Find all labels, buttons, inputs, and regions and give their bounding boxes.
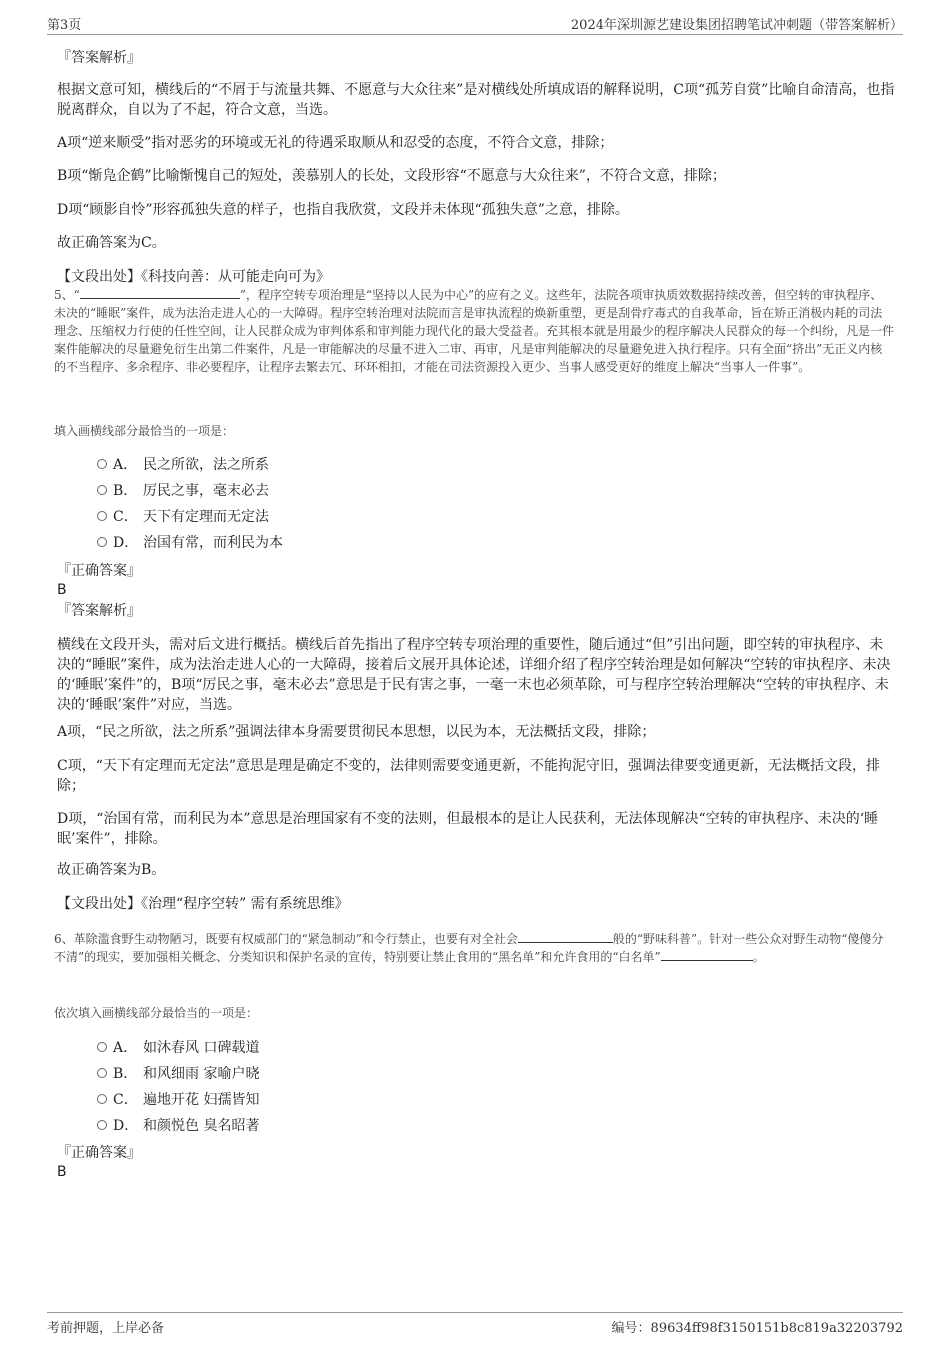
page-footer: [47, 1312, 903, 1337]
footer-slogan: 考前押题，上岸必备: [47, 1321, 165, 1336]
q5-text: ”，程序空转专项治理是“坚持以人民为中心”的应有之义。这些年，法院各项审执质效数据持续改善，但空转的审执程序、未决的“睡眠”案件，成为法治走进人心的一大障碍。程序空转治理对法院而言是审执流程的焕新重塑，更是刮骨疗毒式的自我革命，旨在矫正消极内耗的司法理念、压缩权力行使的任性空间，让人民群众成为审判体系和审判能力现代化的最大受益者。充其根本就是用最少的程序解决人民群众的每一个纠纷，凡是一件案件能解决的尽量避免衍生出第二件案件，凡是一审能解决的尽量不进入二审、再审，凡是审判能解决的尽量避免进入执行程序。只有全面“挤出”无正义内核的不当程序、多余程序、非必要程序，让程序去繁去冗、环环相扣，才能在司法资源投入更少、当事人感受更好的维度上解决“当事人一件事”。: [54, 288, 895, 374]
radio-icon[interactable]: [97, 1068, 107, 1078]
q5-source: 【文段出处】《治理“程序空转” 需有系统思维》: [57, 896, 349, 912]
q6-correct-answer: B: [57, 1164, 67, 1180]
q6-option-d[interactable]: D． 和颜悦色 臭名昭著: [97, 1116, 259, 1136]
q5-correct-answer: B: [57, 582, 67, 598]
q5-option-b[interactable]: B． 厉民之事，毫末必去: [97, 481, 269, 501]
q5-conclusion: 故正确答案为B。: [57, 862, 166, 878]
radio-icon[interactable]: [97, 537, 107, 547]
q5-option-d[interactable]: D． 治国有常，而利民为本: [97, 533, 283, 553]
q4-source: 【文段出处】《科技向善：从可能走向可为》: [57, 269, 330, 285]
radio-icon[interactable]: [97, 485, 107, 495]
q5-number: 5、“: [54, 288, 80, 302]
q6-option-b[interactable]: B． 和风细雨 家喻户晓: [97, 1064, 259, 1084]
q5-analysis-para4: D项，“治国有常，而利民为本”意思是治理国家有不变的法则，但最根本的是让人民获利，无法体现解决“空转的审执程序、未决的‘睡眠’案件”，排除。: [57, 811, 879, 847]
q5-option-c[interactable]: C． 天下有定理而无定法: [97, 507, 269, 527]
q5-prompt: 填入画横线部分最恰当的一项是：: [54, 424, 235, 438]
q6-question-text: 6、革除滥食野生动物陋习，既要有权威部门的“紧急制动”和令行禁止，也要有对全社会 般的“野味科普”。针对一些公众对野生动物“傻傻分不清”的现实，要加强相关概念、分类知识和保护名录的宣传，特别要让禁止食用的“黑名单”和允许食用的“白名单” 。: [54, 932, 884, 964]
q6-option-a[interactable]: A． 如沐春风 口碑载道: [97, 1038, 259, 1058]
page-header: [47, 12, 903, 35]
radio-icon[interactable]: [97, 1094, 107, 1104]
q5-blank: [80, 286, 240, 299]
radio-icon[interactable]: [97, 1042, 107, 1052]
q4-conclusion: 故正确答案为C。: [57, 235, 166, 251]
radio-icon[interactable]: [97, 1120, 107, 1130]
page-number: 第3页: [47, 18, 82, 33]
q6-option-c[interactable]: C． 遍地开花 妇孺皆知: [97, 1090, 259, 1110]
document-id: 编号：89634ff98f3150151b8c819a32203792: [611, 1321, 903, 1336]
q6-prompt: 依次填入画横线部分最恰当的一项是：: [54, 1006, 259, 1020]
q4-analysis-para4: D项“顾影自怜”形容孤独失意的样子，也指自我欣赏，文段并未体现“孤独失意”之意，排除。: [57, 202, 629, 218]
q5-analysis-para1: 横线在文段开头，需对后文进行概括。横线后首先指出了程序空转专项治理的重要性，随后通过“但”引出问题，即空转的审执程序、未决的“睡眠”案件，成为法治走进人心的一大障碍，接着后文展开具体论述，详细介绍了程序空转治理是如何解决“空转的审执程序、未决的‘睡眠’案件”的，B项“厉民之事，毫末必去”意思是于民有害之事，一毫一末也必须革除，可与程序空转治理解决“空转的审执程序、未决的‘睡眠’案件”对应，当选。: [57, 637, 891, 713]
q5-analysis-label: 『答案解析』: [57, 603, 141, 619]
q4-analysis-para3: B项“惭凫企鹤”比喻惭愧自己的短处，羡慕别人的长处，文段形容“不愿意与大众往来”，不符合文意，排除；: [57, 168, 726, 184]
q6-correct-label: 『正确答案』: [57, 1145, 141, 1161]
document-title: 2024年深圳源艺建设集团招聘笔试冲刺题（带答案解析）: [570, 18, 903, 33]
q5-option-a[interactable]: A． 民之所欲，法之所系: [97, 455, 269, 475]
q4-analysis-label: 『答案解析』: [57, 50, 141, 66]
radio-icon[interactable]: [97, 511, 107, 521]
q5-question-text: [54, 286, 894, 376]
q5-analysis-para3: C项，“天下有定理而无定法”意思是理是确定不变的，法律则需要变通更新，不能拘泥守旧，强调法律要变通更新，无法概括文段，排除；: [57, 758, 881, 794]
radio-icon[interactable]: [97, 459, 107, 469]
q6-blank-2: [661, 948, 753, 961]
q6-blank-1: [518, 930, 613, 943]
q4-analysis-para1: 根据文意可知，横线后的“不屑于与流量共舞、不愿意与大众往来”是对横线处所填成语的解释说明，C项“孤芳自赏”比喻自命清高，也指脱离群众，自以为了不起，符合文意，当选。: [57, 82, 895, 118]
q4-analysis-para2: A项“逆来顺受”指对恶劣的环境或无礼的待遇采取顺从和忍受的态度，不符合文意，排除；: [57, 135, 614, 151]
q5-analysis-para2: A项，“民之所欲，法之所系”强调法律本身需要贯彻民本思想，以民为本，无法概括文段，排除；: [57, 724, 656, 740]
q5-correct-label: 『正确答案』: [57, 563, 141, 579]
